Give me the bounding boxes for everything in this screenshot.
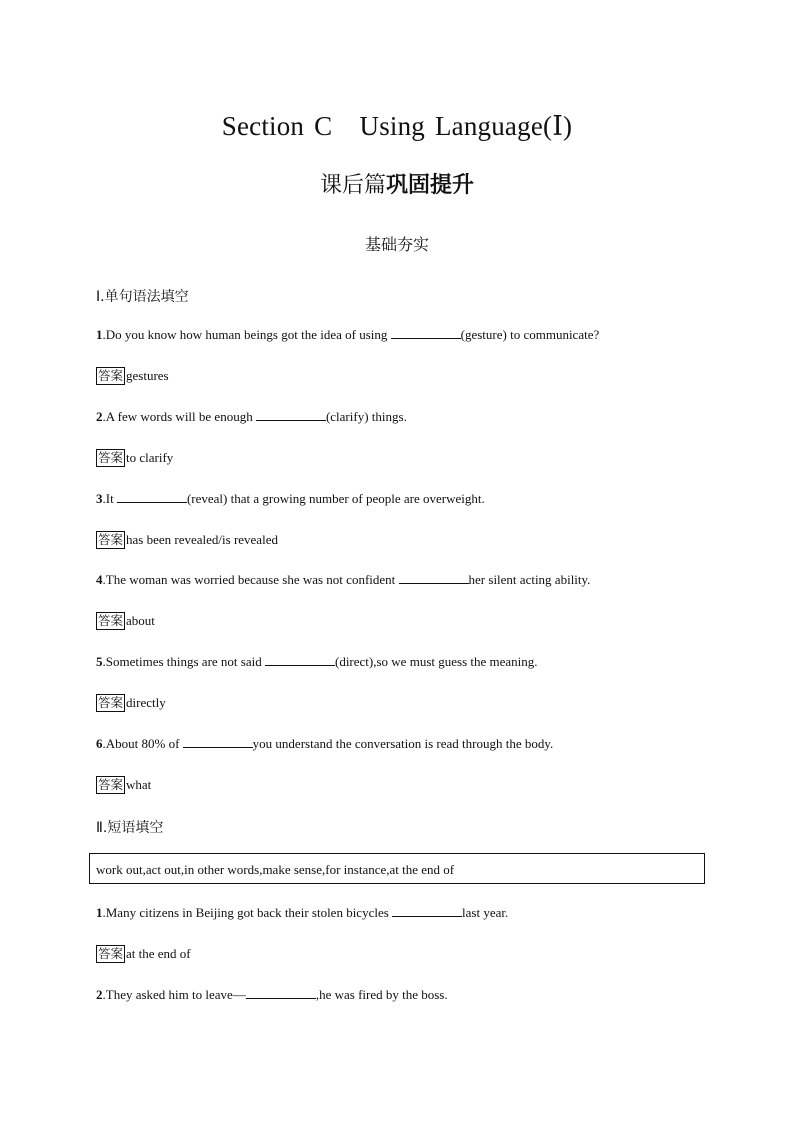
question-4 (96, 572, 590, 588)
question-number: 6 (96, 736, 103, 751)
question-text-after: (reveal) that a growing number of people are overweight. (186, 491, 485, 506)
phrase-question-2 (96, 987, 448, 1003)
answer-tag: 答案 (98, 613, 124, 628)
answer-blank (392, 905, 462, 917)
answer-text: what (126, 777, 152, 792)
answer-text: gestures (126, 368, 169, 383)
question-3 (96, 491, 485, 507)
question-text-after: last year. (462, 905, 509, 920)
question-number: 3 (96, 491, 103, 506)
question-text-before: .They asked him to leave— (102, 987, 246, 1002)
answer-tag: 答案 (98, 368, 124, 383)
question-text-before: .Sometimes things are not said (102, 654, 265, 669)
answer-5 (96, 694, 166, 712)
level-heading: 基础夯实 (364, 235, 429, 254)
answer-1 (96, 367, 169, 385)
section2-heading: Ⅱ.短语填空 (96, 820, 164, 836)
answer-text: directly (126, 695, 166, 710)
answer-6 (96, 776, 151, 794)
answer-blank (246, 987, 316, 999)
question-text-before: .The woman was worried because she was not confident (102, 572, 399, 587)
answer-blank (183, 736, 253, 748)
question-number: 5 (96, 654, 103, 669)
page-title: Section C Using Language(Ⅰ) (221, 111, 573, 141)
answer-blank (399, 572, 469, 584)
question-text-after: (clarify) things. (325, 409, 407, 424)
question-text-before: .Do you know how human beings got the idea of using (102, 327, 391, 342)
section1-heading: Ⅰ.单句语法填空 (96, 289, 189, 305)
answer-text: at the end of (126, 946, 191, 961)
question-text-after: ,he was fired by the boss. (315, 987, 448, 1002)
answer-tag: 答案 (98, 532, 124, 547)
question-6 (96, 736, 553, 752)
answer-tag: 答案 (98, 946, 124, 961)
answer-blank (391, 327, 461, 339)
question-number: 1 (96, 327, 103, 342)
answer-3 (96, 531, 278, 549)
answer-tag: 答案 (98, 777, 124, 792)
question-2 (96, 409, 407, 425)
question-number: 2 (96, 987, 103, 1002)
question-text-after: you understand the conversation is read through the body. (252, 736, 554, 751)
phrase-answer-1 (96, 945, 191, 963)
question-number: 2 (96, 409, 103, 424)
subtitle-light: 课后篇 (319, 173, 386, 198)
subtitle-bold: 巩固提升 (386, 173, 475, 198)
question-1 (96, 327, 599, 343)
question-text-before: .It (102, 491, 117, 506)
phrase-list: work out,act out,in other words,make sense,for instance,at the end of (96, 862, 455, 877)
question-5 (96, 654, 538, 670)
answer-tag: 答案 (98, 695, 124, 710)
answer-2 (96, 449, 173, 467)
question-text-after: her silent acting ability. (468, 572, 591, 587)
answer-blank (256, 409, 326, 421)
phrase-question-1 (96, 905, 508, 921)
question-text-after: (direct),so we must guess the meaning. (334, 654, 538, 669)
question-number: 1 (96, 905, 103, 920)
answer-blank (117, 491, 187, 503)
answer-4 (96, 612, 155, 630)
answer-text: about (126, 613, 155, 628)
answer-tag: 答案 (98, 450, 124, 465)
answer-blank (265, 654, 335, 666)
answer-text: to clarify (126, 450, 174, 465)
question-text-before: .Many citizens in Beijing got back their stolen bicycles (102, 905, 393, 920)
answer-text: has been revealed/is revealed (126, 532, 278, 547)
phrase-box (89, 853, 705, 884)
question-text-before: .About 80% of (102, 736, 183, 751)
question-number: 4 (96, 572, 103, 587)
question-text-before: .A few words will be enough (102, 409, 256, 424)
page-subtitle (0, 168, 794, 199)
question-text-after: (gesture) to communicate? (460, 327, 600, 342)
